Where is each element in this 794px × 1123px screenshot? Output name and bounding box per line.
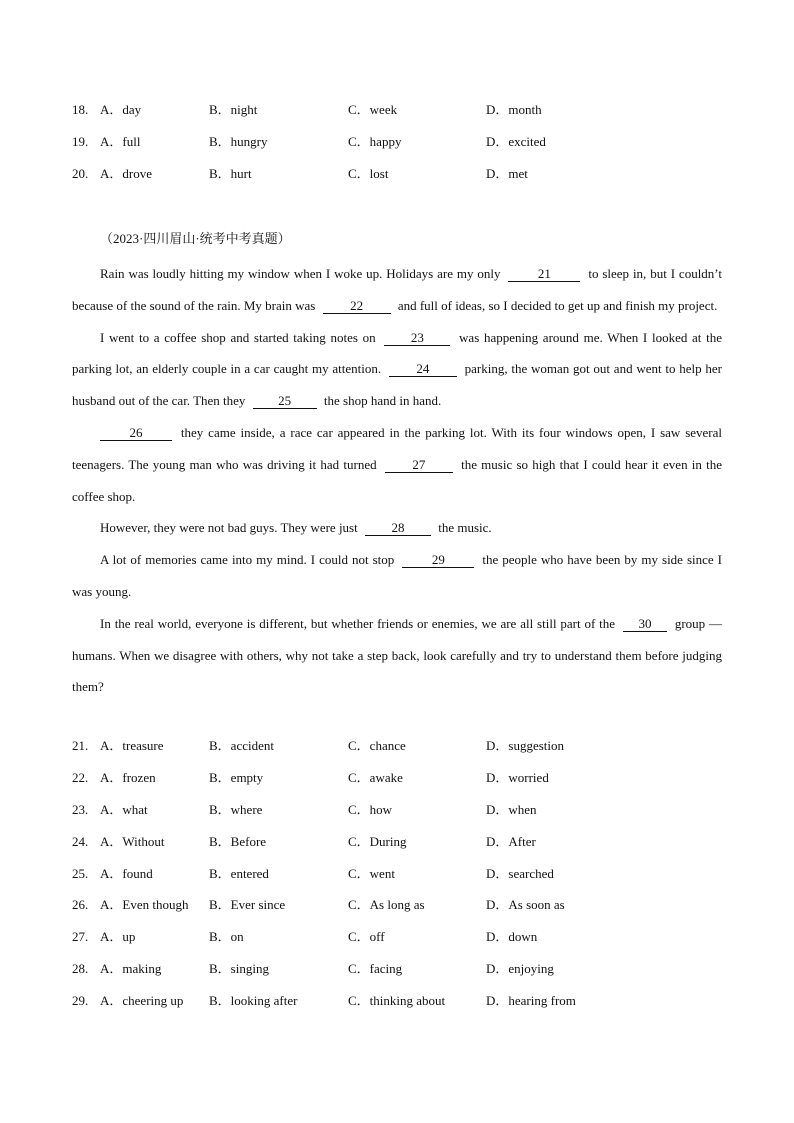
option-a: A．up	[100, 929, 136, 944]
option-d: D．down	[486, 929, 538, 944]
option-d: D．As soon as	[486, 897, 565, 912]
text: Rain was loudly hitting my window when I woke up. Holidays are my only	[100, 266, 501, 281]
option-c: C．week	[348, 102, 398, 117]
option-b: B．Ever since	[209, 897, 286, 912]
option-b: B．accident	[209, 738, 274, 753]
question-number: 19.	[72, 134, 89, 149]
question-number: 27.	[72, 929, 89, 944]
option-d: D．met	[486, 166, 528, 181]
option-b: B．looking after	[209, 993, 298, 1008]
blank-28: 28	[365, 520, 431, 536]
blank-21: 21	[508, 266, 580, 282]
blank-27: 27	[385, 457, 453, 473]
passage-source: （2023·四川眉山·统考中考真题）	[100, 231, 291, 246]
text: they came inside, a race car appeared in the parking lot. With its four windows open, I saw several teenagers. The young man who was driving it had turned	[72, 424, 723, 472]
blank-24: 24	[389, 361, 457, 377]
question-number: 23.	[72, 802, 89, 817]
text: group — humans. When we disagree with others, why not take a step back, look carefully and try to understand them before judging them?	[72, 615, 723, 695]
option-a: A．cheering up	[100, 993, 184, 1008]
blank-22: 22	[323, 298, 391, 314]
blank-23: 23	[384, 330, 450, 346]
blank-25: 25	[253, 393, 317, 409]
option-c: C．off	[348, 929, 385, 944]
text: was happening around me. When I looked at the parking lot, an elderly couple in a car caught my attention.	[72, 329, 722, 377]
text: the shop hand in hand.	[323, 393, 442, 409]
text: the music so high that I could hear it even in the coffee shop.	[72, 456, 723, 504]
option-d: D．worried	[486, 770, 549, 785]
option-a: A．treasure	[100, 738, 164, 753]
option-d: D．hearing from	[486, 993, 576, 1008]
question-number: 24.	[72, 834, 89, 849]
option-c: C．happy	[348, 134, 402, 149]
cloze-passage	[72, 258, 722, 703]
option-b: B．on	[209, 929, 244, 944]
option-b: B．Before	[209, 834, 267, 849]
text: In the real world, everyone is different, but whether friends or enemies, we are all still part of the	[100, 615, 616, 631]
option-d: D．searched	[486, 866, 554, 881]
paragraph-2	[72, 322, 722, 417]
question-number: 29.	[72, 993, 89, 1008]
blank-29: 29	[402, 552, 474, 568]
option-b: B．entered	[209, 866, 269, 881]
option-b: B．singing	[209, 961, 269, 976]
text: to sleep in, but I couldn’t because of the sound of the rain. My brain was	[72, 266, 723, 313]
option-a: A．found	[100, 866, 153, 881]
text: the people who have been by my side since I was young.	[72, 552, 723, 599]
option-d: D．month	[486, 102, 542, 117]
option-d: D．enjoying	[486, 961, 554, 976]
option-b: B．hungry	[209, 134, 268, 149]
question-number: 26.	[72, 897, 89, 912]
text: However, they were not bad guys. They were just	[100, 520, 358, 536]
question-number: 28.	[72, 961, 89, 976]
blank-30: 30	[623, 616, 667, 632]
blank-26: 26	[100, 425, 172, 441]
paragraph-4	[72, 512, 722, 544]
option-b: B．night	[209, 102, 258, 117]
option-a: A．making	[100, 961, 162, 976]
text: A lot of memories came into my mind. I could not stop	[100, 552, 395, 568]
option-d: D．when	[486, 802, 537, 817]
option-d: D．excited	[486, 134, 546, 149]
option-c: C．how	[348, 802, 393, 817]
text: I went to a coffee shop and started taking notes on	[100, 329, 376, 345]
option-c: C．went	[348, 866, 395, 881]
text: the music.	[438, 520, 492, 536]
question-number: 20.	[72, 166, 89, 181]
option-a: A．day	[100, 102, 142, 117]
option-b: B．empty	[209, 770, 264, 785]
paragraph-6	[72, 608, 722, 703]
option-c: C．facing	[348, 961, 403, 976]
option-b: B．where	[209, 802, 263, 817]
paragraph-3	[72, 417, 722, 512]
question-number: 21.	[72, 738, 89, 753]
question-number: 18.	[72, 102, 89, 117]
option-a: A．full	[100, 134, 141, 149]
option-a: A．Even though	[100, 897, 189, 912]
option-a: A．what	[100, 802, 148, 817]
option-c: C．thinking about	[348, 993, 446, 1008]
text: parking, the woman got out and went to help her husband out of the car. Then they	[72, 361, 722, 409]
option-c: C．awake	[348, 770, 403, 785]
option-b: B．hurt	[209, 166, 252, 181]
question-number: 25.	[72, 866, 89, 881]
option-c: C．chance	[348, 738, 406, 753]
option-d: D．After	[486, 834, 536, 849]
option-d: D．suggestion	[486, 738, 565, 753]
option-c: C．As long as	[348, 897, 425, 912]
option-c: C．During	[348, 834, 407, 849]
option-a: A．Without	[100, 834, 165, 849]
option-c: C．lost	[348, 166, 389, 181]
option-a: A．frozen	[100, 770, 156, 785]
paragraph-5	[72, 544, 722, 608]
paragraph-1	[72, 258, 722, 322]
option-a: A．drove	[100, 166, 152, 181]
text: and full of ideas, so I decided to get up and finish my project.	[397, 297, 718, 313]
question-number: 22.	[72, 770, 89, 785]
